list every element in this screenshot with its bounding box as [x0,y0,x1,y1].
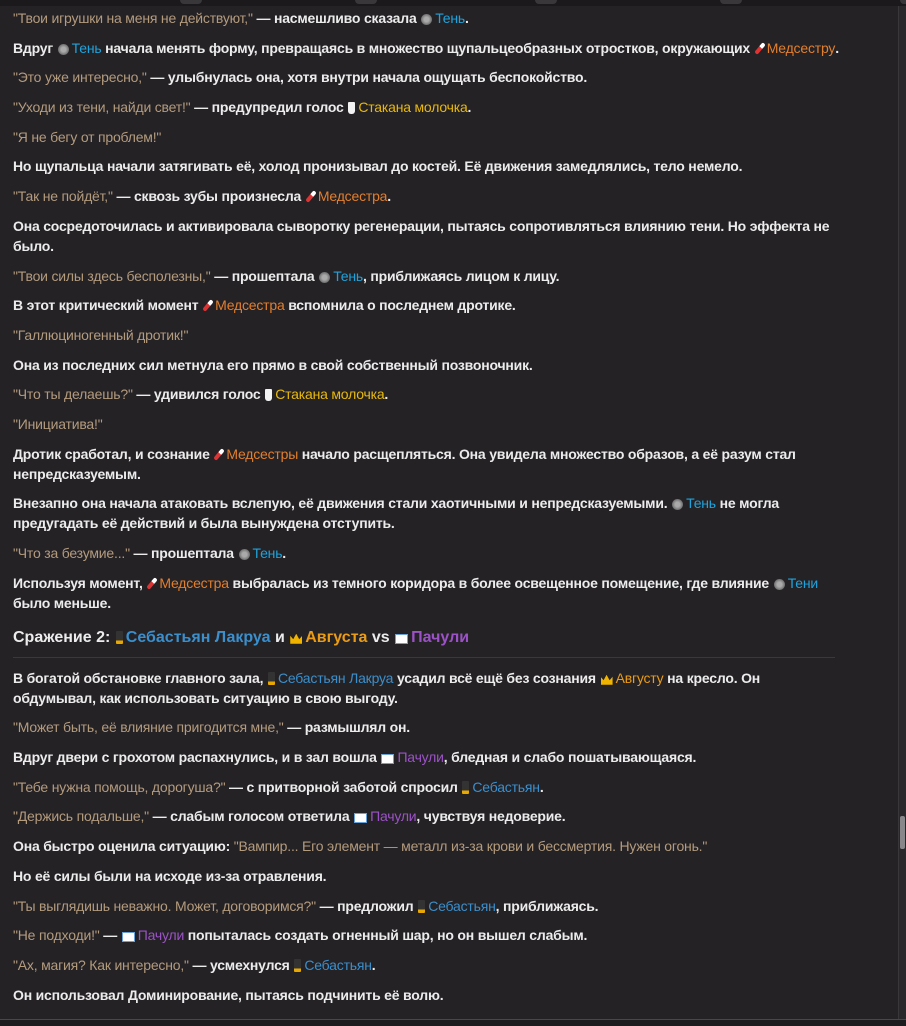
book-icon [395,634,408,644]
scrollbar-thumb[interactable] [900,816,905,849]
narration-text: Вдруг двери с грохотом распахнулись, и в зал вошла [13,749,381,766]
top-hat-icon [294,959,301,972]
narration-text: . [835,39,839,56]
paragraph [13,266,843,286]
paragraph [13,955,843,975]
narration-text: начало расщепляться. Она увидела множество образов, а её разум стал непредсказуемым. [13,445,796,482]
character-name: Тени [787,574,819,591]
paragraph [13,717,843,737]
quote-text: "Ты выглядишь неважно. Может, договоримся?" [13,897,316,914]
narration-text: выбралась из темного коридора в более освещенное помещение, где влияние [228,574,773,591]
narration-text: — предупредил голос [190,99,348,116]
paragraph [13,355,843,375]
character-name: Тень [333,267,363,284]
narration-text: , чувствуя недоверие. [416,808,566,825]
character-name: Пачули [397,749,444,766]
character-name: Тень [435,10,466,26]
book-icon [354,813,367,823]
quote-text: "Я не бегу от проблем!" [13,128,162,145]
paragraph [13,444,843,484]
top-hat-icon [462,781,469,794]
milk-glass-icon [348,102,355,114]
narration-text: Используя момент, [13,574,147,591]
narration-text: . [467,99,472,116]
paragraph [13,127,843,147]
narration-text: — слабым голосом ответила [148,808,354,825]
narration-text: — усмехнулся [188,956,294,973]
narration-text: попыталась создать огненный шар, но он вышел слабым. [184,927,588,944]
quote-text: "Держись подальше," [13,808,149,825]
character-name: Себастьян [472,778,540,795]
quote-text: "Тебе нужна помощь, дорогуша?" [13,778,226,795]
paragraph [13,836,843,856]
narration-text: . [384,386,389,403]
quote-text: "Может быть, её влияние пригодится мне," [13,719,284,736]
narration-text: . [387,188,391,205]
quote-text: "Галлюциногенный дротик!" [13,326,189,343]
narration-text: — размышлял он. [283,719,410,736]
narration-text: — прошептала [210,267,319,284]
narration-text: было меньше. [13,594,111,611]
quote-text: "Вампир... Его элемент — металл из-за крови и бессмертия. Нужен огонь." [233,838,708,855]
narration-text: — прошептала [129,545,238,561]
narration-text: . [371,956,376,973]
narration-text: начала менять форму, превращаясь в множество щупальцеобразных отростков, окружающих [101,39,754,56]
narration-text: не могла предугадать её действий и была вынуждена отступить. [13,495,780,532]
quote-text: "Что за безумие..." [13,545,130,561]
narration-text: , приближаясь лицом к лицу. [362,267,560,284]
narration-text: усадил всё ещё без сознания [393,669,600,686]
quote-text: "Не подходи!" [13,927,100,944]
character-name: Тень [686,495,716,512]
quote-text: "Ах, магия? Как интересно," [13,956,189,973]
paragraph [13,8,843,28]
crown-icon [601,675,613,685]
milk-glass-icon [265,389,272,401]
syringe-icon [754,42,765,55]
character-name: Пачули [411,628,470,646]
paragraph [13,925,843,945]
top-hat-icon [418,900,425,913]
narration-text: . [282,545,286,561]
narration-text: — с притворной заботой спросил [225,778,462,795]
shadow-orb-icon [239,549,250,560]
shadow-orb-icon [672,499,683,510]
character-name: Тень [71,39,102,56]
paragraph [13,414,843,434]
paragraph [13,866,843,886]
character-name: Пачули [137,927,185,944]
paragraph [13,38,843,58]
paragraph [13,384,843,404]
paragraph [13,573,843,613]
narration-text: — улыбнулась она, хотя внутри начала ощущать беспокойство. [146,69,588,86]
narration-text: vs [367,628,395,646]
book-icon [381,754,394,764]
toolbar-icon[interactable] [535,0,557,4]
toolbar-icon[interactable] [355,0,377,4]
paragraph [13,97,843,117]
quote-text: "Инициатива!" [13,415,103,432]
character-name: Себастьян Лакруа [277,669,394,686]
paragraph [13,325,843,345]
paragraph [13,156,843,176]
top-hat-icon [116,631,123,644]
shadow-orb-icon [319,272,330,283]
quote-text: "Твои игрушки на меня не действуют," [13,10,253,26]
toolbar-icon[interactable] [900,0,906,4]
paragraph [13,777,843,797]
narration-text: Она сосредоточилась и активировала сыворотку регенерации, пытаясь сопротивляться влиянию тени. Но эффекта не было. [13,217,830,254]
narration-text: Сражение 2: [13,628,115,646]
paragraph [13,747,843,767]
character-name: Тень [252,545,283,561]
shadow-orb-icon [421,14,432,25]
character-name: Медсестра [317,188,388,205]
shadow-orb-icon [774,579,785,590]
paragraph [13,295,843,315]
character-name: Себастьян Лакруа [125,628,271,646]
narration-text: — удивился голос [132,386,265,403]
narration-text: Она быстро оценила ситуацию: [13,838,234,855]
top-hat-icon [268,672,275,685]
narration-text: Дротик сработал, и сознание [13,445,214,462]
character-name: Медсестра [215,297,285,314]
paragraph [13,186,843,206]
narration-text: . [539,778,544,795]
narration-text: вспомнила о последнем дротике. [284,297,516,314]
paragraph [13,806,843,826]
character-name: Медсестра [159,574,229,591]
shadow-orb-icon [58,44,69,55]
toolbar-icon[interactable] [720,0,742,4]
story-text [13,8,843,1014]
narration-text: , приближаясь. [495,897,599,914]
narration-text: В этот критический момент [13,297,203,314]
character-name: Стакана молочка [275,386,385,403]
syringe-icon [214,448,225,461]
character-name: Медсестру [766,39,836,56]
narration-text: на кресло. Он обдумывал, как использовать ситуацию в свою выгоду. [13,669,761,706]
paragraph [13,668,843,708]
narration-text: Он использовал Доминирование, пытаясь подчинить её волю. [13,986,444,1003]
quote-text: "Уходи из тени, найди свет!" [13,99,191,116]
section-heading [13,627,835,658]
narration-text: . [465,10,469,26]
narration-text: Но её силы были на исходе из-за отравления. [13,867,327,884]
quote-text: "Что ты делаешь?" [13,386,133,403]
paragraph [13,216,843,256]
syringe-icon [147,577,158,590]
narration-text: Внезапно она начала атаковать вслепую, её движения стали хаотичными и непредсказуемыми. [13,495,672,512]
paragraph [13,896,843,916]
narration-text: Вдруг [13,39,57,56]
syringe-icon [202,299,213,312]
character-name: Августу [615,669,664,686]
narration-text: и [270,628,290,646]
narration-text: , бледная и слабо пошатывающаяся. [443,749,697,766]
narration-text: — [99,927,121,944]
narration-text: Но щупальца начали затягивать её, холод пронизывал до костей. Её движения замедлялись, тело немело. [13,158,743,175]
character-name: Себастьян [304,956,372,973]
quote-text: "Это уже интересно," [13,69,147,86]
character-name: Медсестры [226,445,299,462]
syringe-icon [305,190,316,203]
narration-text: В богатой обстановке главного зала, [13,669,267,686]
character-name: Стакана молочка [358,99,468,116]
quote-text: "Так не пойдёт," [13,188,113,205]
paragraph [13,543,843,563]
narration-text: — насмешливо сказала [252,10,421,26]
narration-text: Она из последних сил метнула его прямо в свой собственный позвоночник. [13,356,533,373]
narration-text: — сквозь зубы произнесла [112,188,305,205]
paragraph [13,985,843,1005]
toolbar-icon[interactable] [180,0,202,4]
paragraph [13,493,843,533]
character-name: Себастьян [428,897,496,914]
character-name: Пачули [370,808,417,825]
narration-text: — предложил [315,897,418,914]
character-name: Августа [305,628,368,646]
crown-icon [290,634,302,644]
book-icon [122,932,135,942]
top-toolbar [0,0,906,6]
quote-text: "Твои силы здесь бесполезны," [13,267,211,284]
paragraph [13,67,843,87]
scrollbar[interactable] [898,6,906,1019]
